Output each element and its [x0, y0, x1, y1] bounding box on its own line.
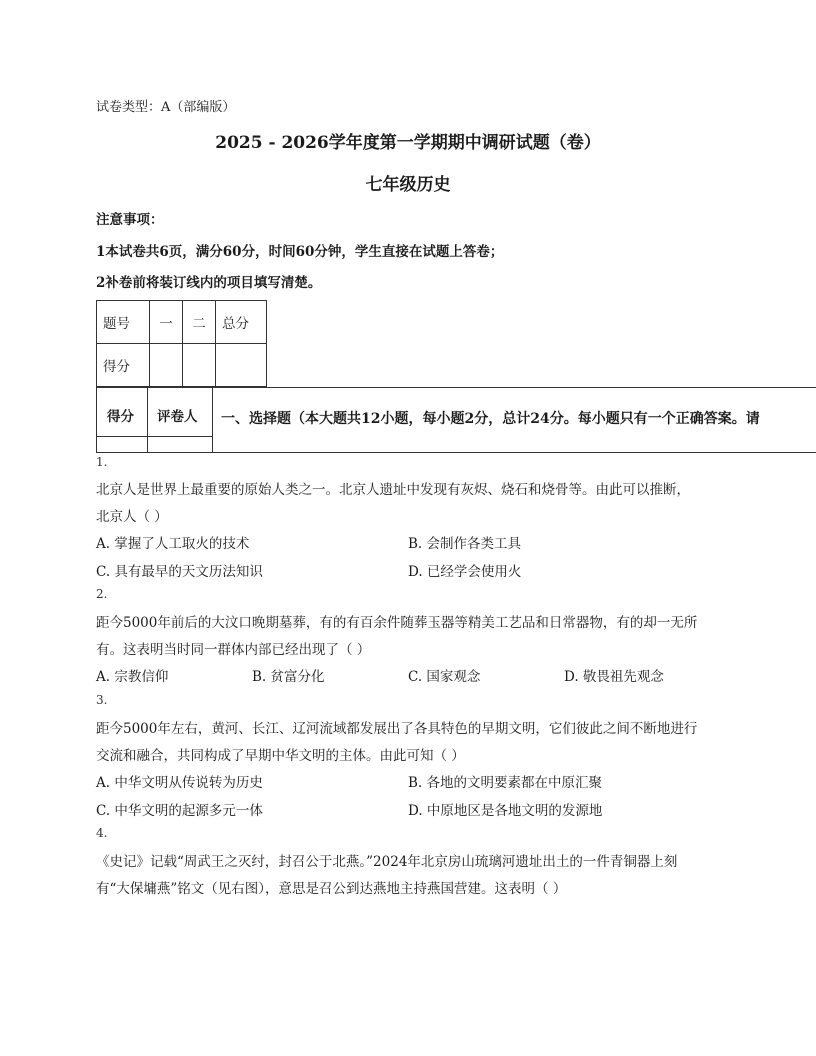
option-d: D. 敬畏祖先观念: [564, 669, 664, 685]
question-stem: 《史记》记载“周武王之灭纣，封召公于北燕。”2024年北京房山琉璃河遗址出土的一件青铜器上刻: [96, 854, 678, 870]
option-a: A. 中华文明从传说转为历史: [96, 775, 263, 791]
score-label: 得分: [107, 409, 134, 425]
question-stem: 北京人是世界上最重要的原始人类之一。北京人遗址中发现有灰烬、烧石和烧骨等。由此可以推断，: [96, 482, 690, 498]
score-table-row-label: 得分: [97, 344, 150, 387]
option-d: D. 中原地区是各地文明的发源地: [408, 803, 603, 819]
score-table-header: 题号: [97, 301, 150, 344]
score-table-header: 一: [150, 301, 183, 344]
option-d: D. 已经学会使用火: [408, 564, 522, 580]
option-c: C. 中华文明的起源多元一体: [96, 803, 263, 819]
grader-score-blank: [97, 436, 148, 453]
question-stem: 交流和融合，共同构成了早期中华文明的主体。由此可知（ ）: [96, 748, 465, 764]
note-item: 2补卷前将装订线内的项目填写清楚。: [96, 275, 322, 291]
score-cell: [150, 344, 183, 387]
question-number: 3.: [96, 693, 108, 707]
question-number: 1.: [96, 455, 108, 469]
option-c: C. 国家观念: [408, 669, 481, 685]
question-number: 2.: [96, 587, 108, 601]
question-stem: 有。这表明当时同一群体内部已经出现了（ ）: [96, 642, 371, 658]
section-title: 一、选择题（本大题共12小题，每小题2分，总计24分。每小题只有一个正确答案。请: [221, 411, 760, 427]
notes-heading: 注意事项：: [96, 212, 164, 228]
option-c: C. 具有最早的天文历法知识: [96, 564, 263, 580]
option-b: B. 会制作各类工具: [408, 536, 522, 552]
option-b: B. 各地的文明要素都在中原汇聚: [408, 775, 603, 791]
score-table-header: 总分: [216, 301, 267, 344]
grader-label: 评卷人: [157, 409, 198, 425]
paper-type: 试卷类型：A（部编版）: [96, 100, 236, 115]
score-cell: [216, 344, 267, 387]
score-table: [96, 300, 267, 387]
score-cell: [183, 344, 216, 387]
question-stem: 距今5000年左右，黄河、长江、辽河流域都发展出了各具特色的早期文明，它们彼此之间不断地进行: [96, 721, 698, 737]
exam-subtitle: 七年级历史: [365, 175, 451, 195]
grader-name-blank: [148, 436, 213, 453]
question-stem: 距今5000年前后的大汶口晚期墓葬，有的有百余件随葬玉器等精美工艺品和日常器物，有的却一无所: [96, 615, 698, 631]
score-table-header: 二: [183, 301, 216, 344]
exam-title: 2025 - 2026学年度第一学期期中调研试题（卷）: [215, 133, 601, 153]
option-a: A. 宗教信仰: [96, 669, 169, 685]
option-b: B. 贫富分化: [252, 669, 325, 685]
question-stem: 北京人（ ）: [96, 509, 168, 525]
section-header-box: [96, 387, 816, 453]
note-item: 1本试卷共6页，满分60分，时间60分钟，学生直接在试题上答卷；: [96, 244, 504, 260]
option-a: A. 掌握了人工取火的技术: [96, 536, 250, 552]
question-stem: 有“大保墉燕”铭文（见右图），意思是召公到达燕地主持燕国营建。这表明（ ）: [96, 881, 567, 897]
question-number: 4.: [96, 826, 108, 840]
